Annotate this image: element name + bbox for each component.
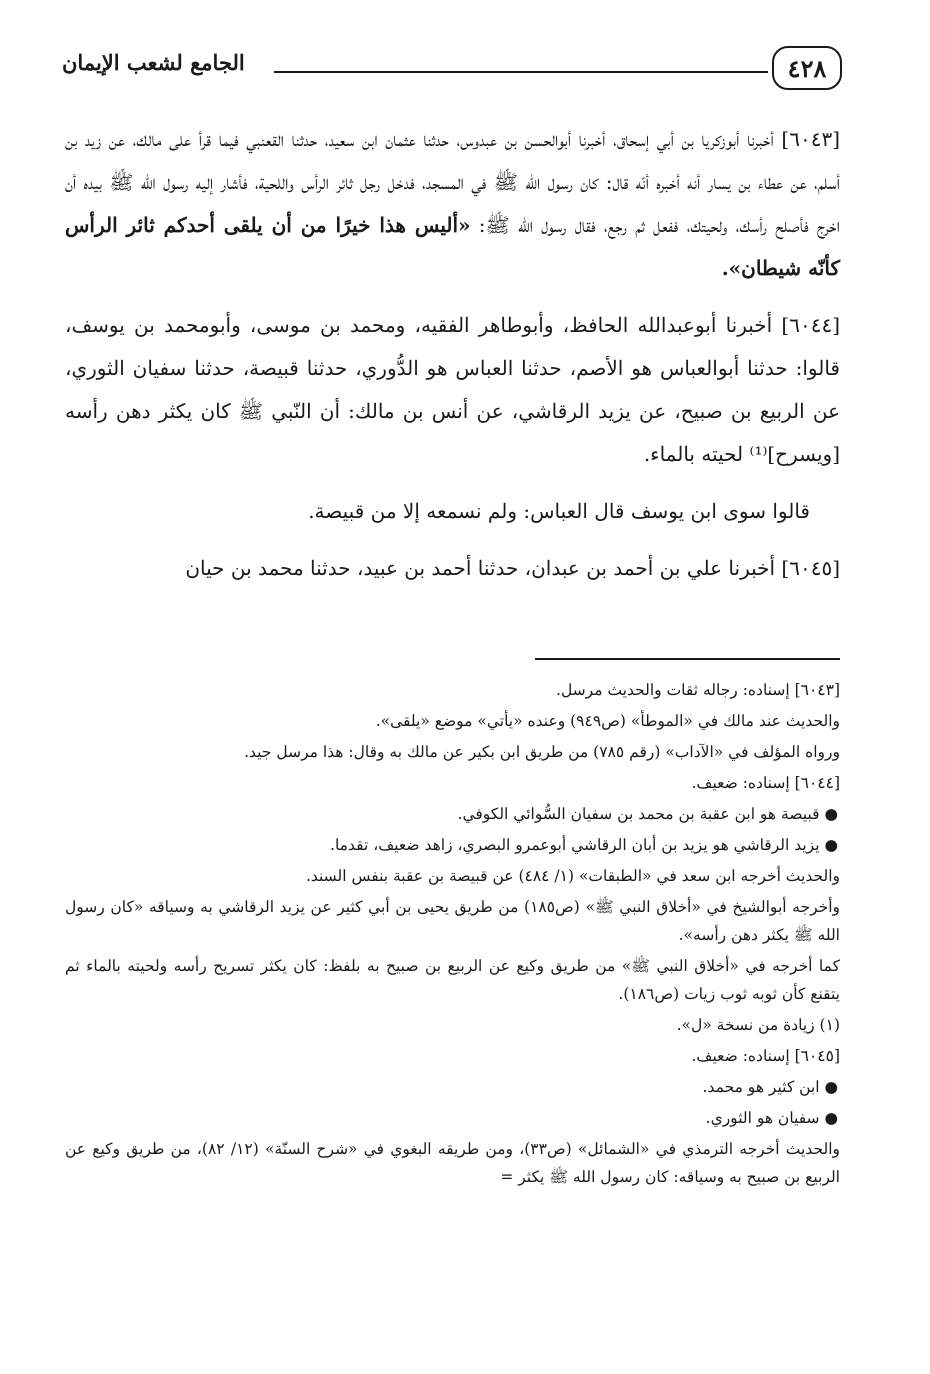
footnote-divider bbox=[535, 658, 840, 660]
note-6045-bullet: ● ابن كثير هو محمد. bbox=[702, 1078, 838, 1096]
hadith-6043-quote: «أليس هذا خيرًا من أن يلقى أحدكم ثائر الرأس كأنّه شيطان». bbox=[65, 213, 840, 280]
note-6044-line: والحديث أخرجه ابن سعد في «الطبقات» (١/ ٤٨٤) عن قبيصة بن عقبة بنفس السند. bbox=[305, 867, 840, 885]
hadith-6044-note: قالوا سوى ابن يوسف قال العباس: ولم نسمعه إلا من قبيصة. bbox=[308, 499, 810, 523]
note-6044-line: كما أخرجه في «أخلاق النبي ﷺ» من طريق وكيع عن الربيع بن صبيح به بلفظ: كان يكثر تسريح رأسه ولحيته بالماء ثم يتقنع كأن ثوبه ثوب زيات (ص١٨٦). bbox=[65, 957, 840, 1003]
note-6044-bullet: ● يزيد الرقاشي هو يزيد بن أبان الرقاشي أبوعمرو البصري، زاهد ضعيف، تقدما. bbox=[330, 836, 838, 854]
header-rule bbox=[274, 71, 768, 73]
page-number: ٤٢٨ bbox=[772, 46, 842, 90]
note-variant: (١) زيادة من نسخة «ل». bbox=[676, 1016, 840, 1034]
footnotes bbox=[65, 676, 840, 1194]
hadith-6043 bbox=[65, 118, 840, 290]
note-6044-head: [٦٠٤٤] إسناده: ضعيف. bbox=[691, 774, 840, 792]
page-header bbox=[62, 44, 842, 102]
book-title: الجامع لشعب الإيمان bbox=[62, 50, 245, 75]
note-6045-head: [٦٠٤٥] إسناده: ضعيف. bbox=[691, 1047, 840, 1065]
note-6043-line: ورواه المؤلف في «الآداب» (رقم ٧٨٥) من طريق ابن بكير عن مالك به وقال: هذا مرسل جيد. bbox=[244, 743, 840, 761]
note-6044-line: وأخرجه أبوالشيخ في «أخلاق النبي ﷺ» (ص١٨٥) من طريق يحيى بن أبي كثير عن يزيد الرقاشي به وسياقه «كان رسول الله ﷺ يكثر دهن رأسه». bbox=[65, 898, 840, 944]
note-6045-bullet: ● سفيان هو الثوري. bbox=[705, 1109, 838, 1127]
main-text bbox=[65, 118, 840, 604]
note-6043-head: [٦٠٤٣] إسناده: رجاله ثقات والحديث مرسل. bbox=[556, 681, 840, 699]
note-6044-bullet: ● قبيصة هو ابن عقبة بن محمد بن سفيان السُّوائي الكوفي. bbox=[457, 805, 838, 823]
hadith-6044: [٦٠٤٤] أخبرنا أبوعبدالله الحافظ، وأبوطاهر الفقيه، ومحمد بن موسى، وأبومحمد بن يوسف، قالوا: حدثنا أبوالعباس هو الأصم، حدثنا العباس هو الدُّوري، حدثنا قبيصة، حدثنا سفيان الثوري، عن الربيع بن صبيح، عن يزيد الرقاشي، عن أنس بن مالك: أن النّبي ﷺ كان يكثر دهن رأسه [ويسرح]⁽¹⁾ لحيته بالماء. bbox=[65, 313, 840, 466]
note-6043-line: والحديث عند مالك في «الموطأ» (ص٩٤٩) وعنده «يأتي» موضع «يلقى». bbox=[375, 712, 840, 730]
hadith-6045: [٦٠٤٥] أخبرنا علي بن أحمد بن عبدان، حدثنا أحمد بن عبيد، حدثنا محمد بن حيان bbox=[185, 556, 840, 580]
note-6045-line: والحديث أخرجه الترمذي في «الشمائل» (ص٣٣)، ومن طريقه البغوي في «شرح السنّة» (١٢/ ٨٢)، من طريق وكيع عن الربيع بن صبيح به وسياقه: كان رسول الله ﷺ يكثر = bbox=[65, 1140, 840, 1186]
hadith-6043-text: [٦٠٤٣] أخبرنا أبوزكريا بن أبي إسحاق، أخبرنا أبوالحسن بن عبدوس، حدثنا عثمان ابن سعيد، حدثنا القعنبي فيما قرأ على مالك، عن زيد بن أسلم، عن عطاء بن يسار أنه أخبره أنّه قال: كان رسول الله ﷺ في المسجد، فدخل رجل ثائر الرأس واللحية، فأشار إليه رسول الله ﷺ بيده أن اخرج فأصلح رأسك، ولحيتك، ففعل ثم رجع، فقال رسول الله ﷺ: bbox=[65, 127, 840, 237]
